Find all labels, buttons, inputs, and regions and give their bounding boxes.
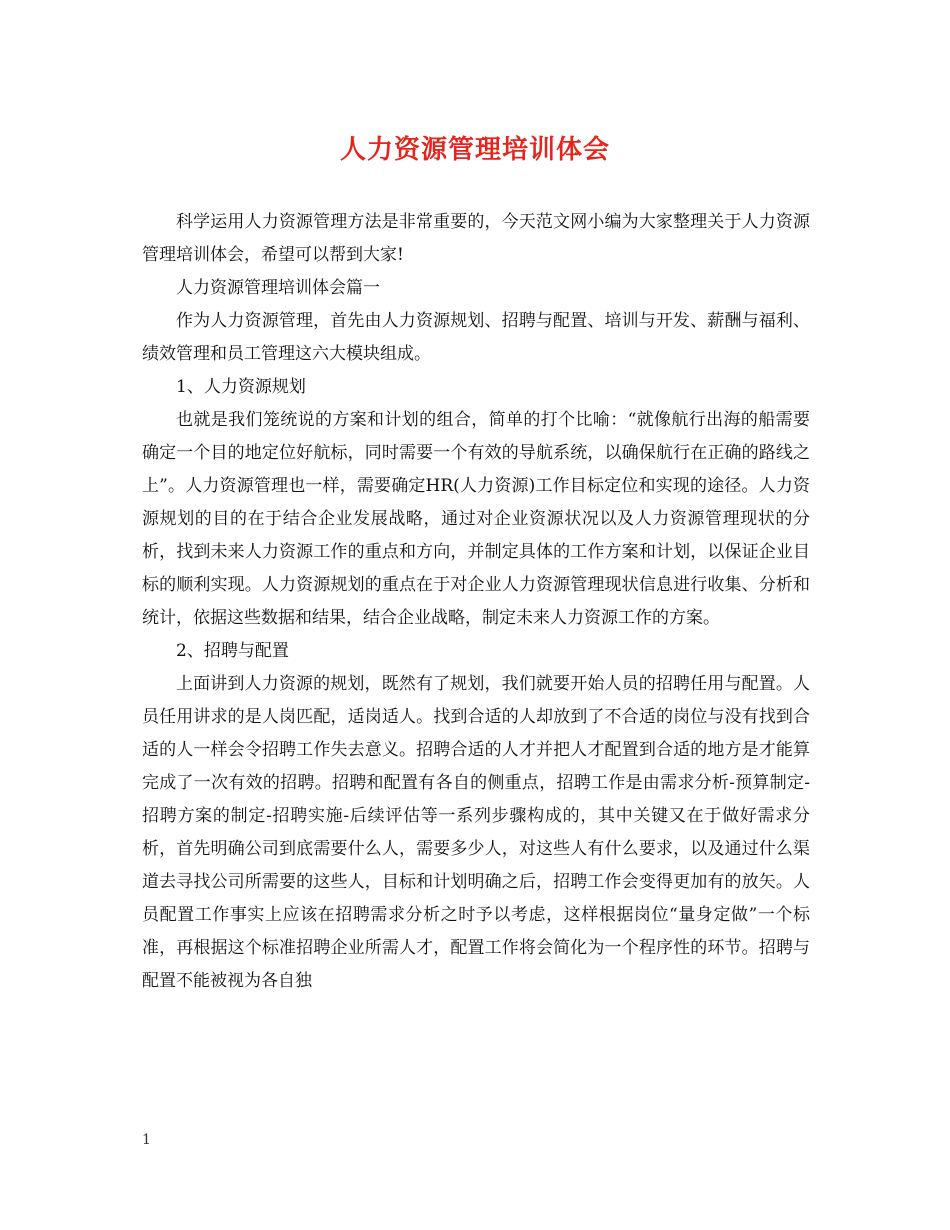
paragraph-intro: 科学运用人力资源管理方法是非常重要的，今天范文网小编为大家整理关于人力资源管理培训体会，希望可以帮到大家!	[142, 212, 810, 265]
paragraph-overview: 作为人力资源管理，首先由人力资源规划、招聘与配置、培训与开发、薪酬与福利、绩效管理和员工管理这六大模块组成。	[142, 311, 810, 364]
page-number: 1	[142, 1132, 151, 1148]
document-title: 人力资源管理培训体会	[339, 135, 610, 165]
paragraph-section-heading: 人力资源管理培训体会篇一	[176, 278, 380, 298]
document-body	[142, 206, 810, 998]
paragraph-heading-recruitment: 2、招聘与配置	[176, 641, 289, 661]
paragraph-heading-planning: 1、人力资源规划	[176, 377, 306, 397]
paragraph-planning: 也就是我们笼统说的方案和计划的组合，简单的打个比喻：“就像航行出海的船需要确定一个目的地定位好航标，同时需要一个有效的导航系统，以确保航行在正确的路线之上”。人力资源管理也一样，需要确定HR(人力资源)工作目标定位和实现的途径。人力资源规划的目的在于结合企业发展战略，通过对企业资源状况以及人力资源管理现状的分析，找到未来人力资源工作的重点和方向，并制定具体的工作方案和计划，以保证企业目标的顺利实现。人力资源规划的重点在于对企业人力资源管理现状信息进行收集、分析和统计，依据这些数据和结果，结合企业战略，制定未来人力资源工作的方案。	[142, 410, 810, 628]
paragraph-recruitment: 上面讲到人力资源的规划，既然有了规划，我们就要开始人员的招聘任用与配置。人员任用讲求的是人岗匹配，适岗适人。找到合适的人却放到了不合适的岗位与没有找到合适的人一样会令招聘工作失去意义。招聘合适的人才并把人才配置到合适的地方是才能算完成了一次有效的招聘。招聘和配置有各自的侧重点，招聘工作是由需求分析-预算制定-招聘方案的制定-招聘实施-后续评估等一系列步骤构成的，其中关键又在于做好需求分析，首先明确公司到底需要什么人，需要多少人，对这些人有什么要求，以及通过什么渠道去寻找公司所需要的这些人，目标和计划明确之后，招聘工作会变得更加有的放矢。人员配置工作事实上应该在招聘需求分析之时予以考虑，这样根据岗位“量身定做”一个标准，再根据这个标准招聘企业所需人才，配置工作将会简化为一个程序性的环节。招聘与配置不能被视为各自独	[142, 674, 810, 991]
